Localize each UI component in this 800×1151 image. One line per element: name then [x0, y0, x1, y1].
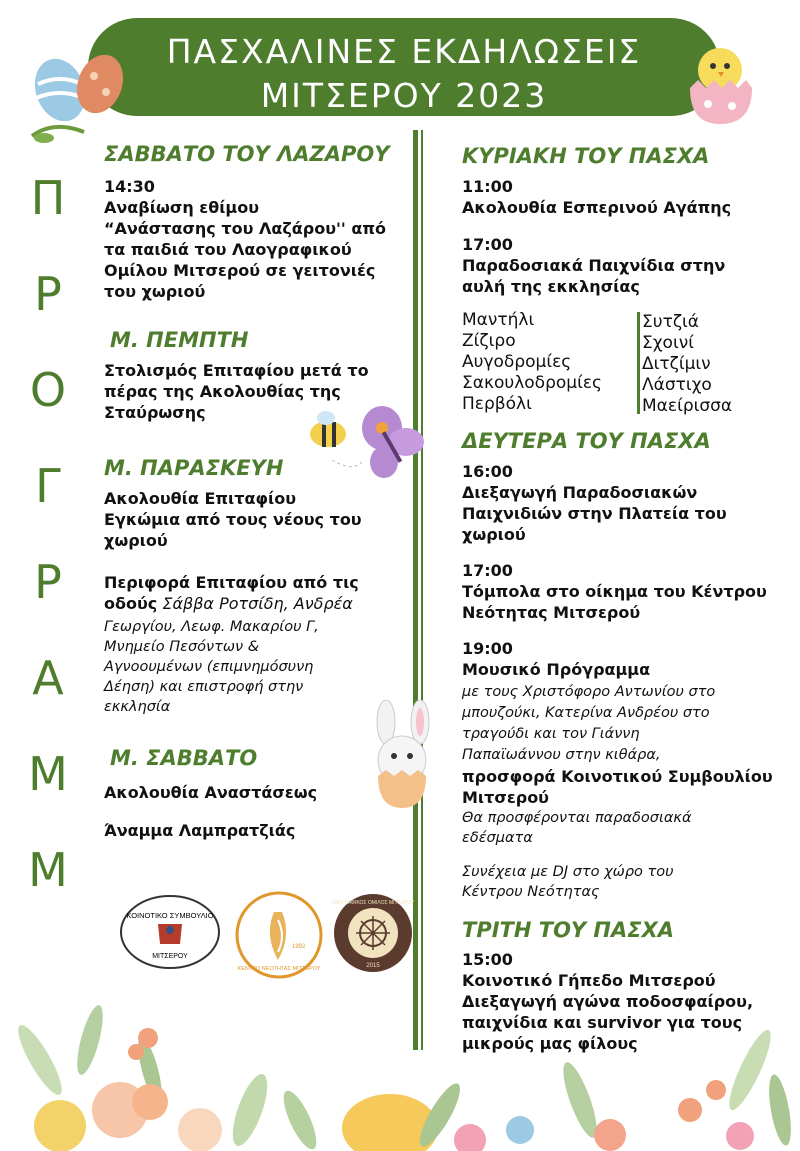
text-line: Γεωργίου, Λεωφ. Μακαρίου Γ, — [104, 619, 319, 635]
side-letter: Μ — [28, 747, 68, 801]
monday-event3-dj — [462, 862, 674, 902]
friday-procession-route — [104, 617, 319, 717]
text-line: Διεξαγωγή αγώνα ποδοσφαίρου, — [462, 992, 754, 1011]
text-line: με τους Χριστόφορο Αντωνίου στο — [462, 684, 716, 700]
games-list-right — [642, 312, 732, 417]
monday-event3-musicians — [462, 682, 715, 766]
text-line: προσφορά Κοινοτικού Συμβουλίου — [462, 767, 773, 786]
game-item: Μαντήλι — [462, 310, 535, 330]
friday-service — [104, 488, 362, 551]
saturday-line2: Άναμμα Λαμπρατζιάς — [104, 821, 296, 840]
text-line: Ακολουθία Επιταφίου — [104, 489, 297, 508]
side-letter: Π — [30, 171, 66, 225]
text-line: Μνημείο Πεσόντων & — [104, 639, 260, 655]
bee-butterfly-decoration — [302, 402, 432, 492]
text-line: Κέντρου Νεότητας — [462, 884, 600, 900]
text-line: του χωριού — [104, 282, 206, 301]
friday-heading: Μ. ΠΑΡΑΣΚΕΥΗ — [104, 456, 284, 480]
text-line: χωριού — [104, 531, 168, 550]
text-line: Νεότητας Μιτσερού — [462, 603, 641, 622]
text-line: Μιτσερού — [462, 788, 549, 807]
side-letter: Ο — [29, 363, 67, 417]
sunday-event1-time: 11:00 — [462, 177, 513, 196]
text-line: Διεξαγωγή Παραδοσιακών — [462, 483, 698, 502]
logo-text: ΛΑΟΓΡΑΦΙΚΟΣ ΟΜΙΛΟΣ ΜΙΤΣΕΡΟΥ — [332, 900, 414, 906]
bunny-egg-decoration — [360, 700, 452, 812]
text-line: Συνέχεια με DJ στο χώρο του — [462, 864, 674, 880]
game-item: Μαείρισσα — [642, 396, 733, 416]
game-item: Σχοινί — [642, 333, 694, 353]
monday-event1-time: 16:00 — [462, 462, 513, 481]
floral-border-decoration — [0, 990, 800, 1151]
monday-event3-offer — [462, 766, 773, 808]
title-line-2: ΜΙΤΣΕΡΟΥ 2023 — [260, 76, 548, 115]
text-line: Παραδοσιακά Παιχνίδια στην — [462, 256, 726, 275]
monday-event2-time: 17:00 — [462, 561, 513, 580]
text-line: χωριού — [462, 525, 526, 544]
easter-eggs-decoration — [14, 40, 134, 150]
logo-text: 1992 — [292, 944, 306, 950]
friday-procession-line1: Περιφορά Επιταφίου από τις — [104, 573, 359, 592]
text-run: Σάββα Ροτσίδη, Ανδρέα — [157, 594, 353, 613]
text-line: Δέηση) και επιστροφή στην — [104, 679, 304, 695]
sunday-event2-time: 17:00 — [462, 235, 513, 254]
logo-text: ΚΟΙΝΟΤΙΚΟ ΣΥΜΒΟΥΛΙΟ — [126, 911, 214, 920]
game-item: Συτζιά — [642, 312, 700, 332]
monday-heading: ΔΕΥΤΕΡΑ ΤΟΥ ΠΑΣΧΑ — [462, 429, 711, 453]
text-line: εκκλησία — [104, 699, 171, 715]
text-line: Αγνοουμένων (επιμνημόσυνη — [104, 659, 314, 675]
thursday-heading: Μ. ΠΕΜΠΤΗ — [110, 328, 249, 352]
text-line: Τόμπολα στο οίκημα του Κέντρου — [462, 582, 767, 601]
text-line: μπουζούκι, Κατερίνα Ανδρέου στο — [462, 705, 710, 721]
side-letter: Γ — [35, 459, 61, 513]
game-item: Ζίζιρο — [462, 331, 516, 351]
monday-event3-title: Μουσικό Πρόγραμμα — [462, 660, 651, 679]
saturday-heading: Μ. ΣΑΒΒΑΤΟ — [110, 746, 258, 770]
title-banner — [88, 18, 720, 116]
monday-event2-text — [462, 581, 767, 623]
side-letter: Α — [32, 651, 64, 705]
sunday-heading: ΚΥΡΙΑΚΗ ΤΟΥ ΠΑΣΧΑ — [462, 144, 710, 168]
text-line: Αναβίωση εθίμου — [104, 198, 259, 217]
text-line: αυλή της εκκλησίας — [462, 277, 640, 296]
tuesday-time: 15:00 — [462, 950, 513, 969]
monday-event3-time: 19:00 — [462, 639, 513, 658]
sunday-event1-text: Ακολουθία Εσπερινού Αγάπης — [462, 198, 732, 217]
text-line: “Ανάστασης του Λαζάρου'' από — [104, 219, 387, 238]
sunday-event2-text — [462, 255, 725, 297]
lazarus-heading: ΣΑΒΒΑΤΟ ΤΟΥ ΛΑΖΑΡΟΥ — [104, 142, 390, 166]
saturday-line1: Ακολουθία Αναστάσεως — [104, 783, 318, 802]
game-item: Αυγοδρομίες — [462, 352, 572, 372]
game-item: Σακουλοδρομίες — [462, 373, 602, 393]
friday-procession-line2 — [104, 593, 353, 614]
community-council-logo — [118, 892, 222, 972]
text-line: Σταύρωσης — [104, 403, 206, 422]
text-line: μικρούς μας φίλους — [462, 1034, 638, 1053]
games-divider — [637, 312, 640, 414]
youth-centre-logo — [234, 890, 324, 980]
logo-text: 2015 — [366, 963, 380, 969]
folklore-group-logo — [332, 892, 414, 974]
chick-egg-decoration — [684, 40, 758, 130]
lazarus-description — [104, 197, 386, 302]
monday-event3-food — [462, 808, 692, 848]
tuesday-heading: ΤΡΙΤΗ ΤΟΥ ΠΑΣΧΑ — [462, 918, 675, 942]
text-line: Ομίλου Μιτσερού σε γειτονιές — [104, 261, 376, 280]
game-item: Διτζίμιν — [642, 354, 711, 374]
bold-word: οδούς — [104, 594, 158, 613]
side-letter: Ρ — [34, 267, 62, 321]
games-list-left — [462, 310, 602, 415]
text-line: Θα προσφέρονται παραδοσιακά — [462, 810, 692, 826]
text-line: πέρας της Ακολουθίας της — [104, 382, 341, 401]
text-line: παιχνίδια και survivor για τους — [462, 1013, 743, 1032]
column-divider-thin — [421, 130, 423, 1050]
title-line-1: ΠΑΣΧΑΛΙΝΕΣ ΕΚΔΗΛΩΣΕΙΣ — [166, 32, 642, 71]
logo-text: ΚΕΝΤΡΟ ΝΕΟΤΗΤΑΣ ΜΙΤΣΕΡΟΥ — [237, 966, 321, 972]
text-line: Κοινοτικό Γήπεδο Μιτσερού — [462, 971, 716, 990]
text-line: Παπαϊωάννου στην κιθάρα, — [462, 747, 661, 763]
monday-event1-text — [462, 482, 727, 545]
game-item: Περβόλι — [462, 394, 532, 414]
text-line: εδέσματα — [462, 830, 533, 846]
text-line: τα παιδιά του Λαογραφικού — [104, 240, 352, 259]
lazarus-time: 14:30 — [104, 177, 155, 196]
text-line: Παιχνιδιών στην Πλατεία του — [462, 504, 727, 523]
game-item: Λάστιχο — [642, 375, 712, 395]
side-title-programma — [14, 150, 82, 920]
side-letter: Μ — [28, 843, 68, 897]
text-line: Στολισμός Επιταφίου μετά το — [104, 361, 369, 380]
text-line: Εγκώμια από τους νέους του — [104, 510, 362, 529]
side-letter: Ρ — [34, 555, 62, 609]
logo-text: ΜΙΤΣΕΡΟΥ — [152, 953, 188, 960]
text-line: τραγούδι και τον Γιάννη — [462, 726, 640, 742]
